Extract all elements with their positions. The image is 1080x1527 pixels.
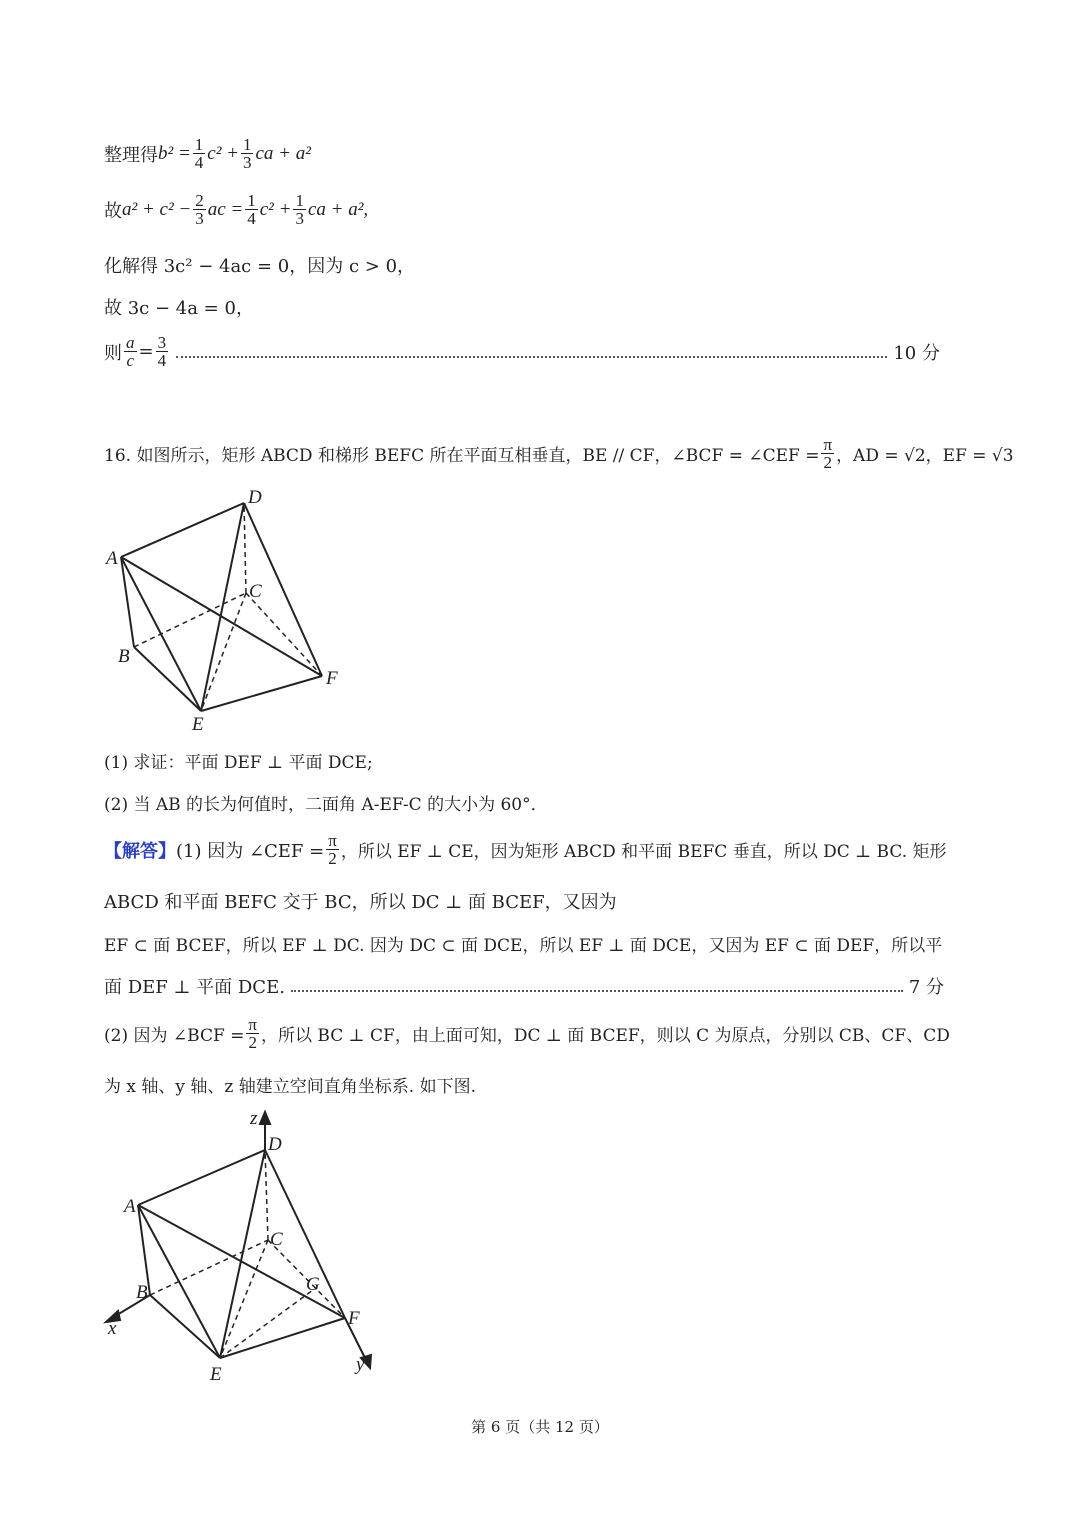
label-c: C	[270, 1229, 283, 1250]
text: ，AD = √2，EF = √3	[836, 446, 1014, 466]
solution-tag: 【解答】	[104, 840, 176, 862]
line-equation	[104, 192, 368, 227]
denominator: 4	[194, 153, 204, 172]
denominator: 4	[247, 209, 256, 228]
text: 整理得	[104, 144, 158, 166]
math: ac =	[207, 198, 244, 220]
numerator: 1	[295, 191, 304, 210]
fraction	[246, 1016, 259, 1051]
denominator: 3	[195, 209, 204, 228]
numerator: 1	[194, 135, 204, 154]
numerator: 1	[242, 135, 252, 154]
label-d: D	[248, 487, 262, 508]
text: 故	[104, 200, 122, 222]
problem-stem	[104, 436, 1014, 471]
label-c: C	[249, 581, 262, 602]
text: (1) 因为 ∠CEF =	[176, 840, 325, 862]
label-a: A	[106, 548, 118, 569]
math: b² =	[158, 142, 191, 164]
label-e: E	[192, 714, 204, 735]
numerator: π	[823, 435, 833, 454]
math: c² +	[207, 142, 239, 164]
figure-1	[0, 480, 400, 740]
text: ，所以 BC ⊥ CF，由上面可知，DC ⊥ 面 BCEF，则以 C 为原点，分别以 CB、CF、CD	[261, 1026, 950, 1046]
numerator: a	[126, 333, 135, 352]
fraction	[193, 192, 206, 227]
numerator: 3	[157, 333, 167, 352]
page-footer: 第 6 页（共 12 页）	[471, 1418, 609, 1436]
label-b: B	[118, 646, 130, 667]
score: 7 分	[908, 977, 944, 998]
denominator: 4	[157, 351, 167, 370]
fraction	[156, 334, 169, 369]
label-g: G	[306, 1274, 320, 1295]
solution-line-6: 为 x 轴、y 轴、z 轴建立空间直角坐标系. 如下图.	[104, 1077, 476, 1097]
numerator: 2	[195, 191, 204, 210]
denominator: 2	[823, 453, 833, 472]
fraction	[326, 832, 339, 867]
math: c² +	[259, 198, 292, 220]
numerator: π	[248, 1015, 257, 1034]
math: ca + a²	[255, 142, 311, 164]
fraction	[193, 136, 206, 171]
solution-line-1	[104, 832, 947, 867]
denominator: 2	[248, 1033, 257, 1052]
text: 16. 如图所示，矩形 ABCD 和梯形 BEFC 所在平面互相垂直，BE // CF，∠BCF = ∠CEF =	[104, 446, 820, 466]
line-linear: 故 3c − 4a = 0，	[104, 298, 254, 319]
text: 面 DEF ⊥ 平面 DCE.	[104, 977, 285, 998]
label-d: D	[268, 1134, 282, 1155]
text: 则	[104, 342, 122, 364]
math: =	[138, 341, 154, 362]
denominator: 3	[295, 209, 304, 228]
denominator: c	[126, 351, 135, 370]
question-1: (1) 求证：平面 DEF ⊥ 平面 DCE;	[104, 753, 373, 773]
score: 10 分	[893, 342, 940, 364]
label-a: A	[124, 1196, 136, 1217]
label-b: B	[136, 1282, 148, 1303]
denominator: 3	[242, 153, 252, 172]
question-2: (2) 当 AB 的长为何值时，二面角 A-EF-C 的大小为 60°．	[104, 795, 548, 815]
label-f: F	[326, 668, 338, 689]
fraction	[241, 136, 254, 171]
line-b-squared	[104, 136, 311, 171]
label-z-axis: z	[250, 1108, 258, 1129]
line-ratio	[104, 334, 940, 369]
leader-dots	[291, 980, 903, 992]
label-f: F	[348, 1308, 360, 1329]
numerator: π	[328, 831, 337, 850]
text: ，所以 EF ⊥ CE，因为矩形 ABCD 和平面 BEFC 垂直，所以 DC ⊥ BC. 矩形	[340, 842, 947, 862]
fraction	[821, 436, 834, 471]
numerator: 1	[247, 191, 256, 210]
solution-line-5	[104, 1016, 950, 1051]
leader-dots	[176, 346, 887, 358]
figure-2	[0, 1100, 420, 1400]
fraction	[293, 192, 306, 227]
denominator: 2	[328, 849, 337, 868]
fraction	[245, 192, 258, 227]
text: (2) 因为 ∠BCF =	[104, 1026, 245, 1046]
solution-line-2: ABCD 和平面 BEFC 交于 BC，所以 DC ⊥ 面 BCEF，又因为	[104, 892, 617, 913]
line-simplify: 化解得 3c² − 4ac = 0，因为 c > 0，	[104, 256, 416, 277]
math: a² + c² −	[122, 198, 192, 220]
label-y-axis: y	[356, 1354, 365, 1375]
solution-line-3: EF ⊂ 面 BCEF，所以 EF ⊥ DC. 因为 DC ⊂ 面 DCE，所以 EF ⊥ 面 DCE，又因为 EF ⊂ 面 DEF，所以平	[104, 936, 943, 956]
solution-line-4	[104, 973, 944, 999]
label-e: E	[210, 1364, 222, 1385]
fraction	[124, 334, 137, 369]
math: ca + a²,	[307, 198, 369, 220]
label-x-axis: x	[108, 1318, 117, 1339]
